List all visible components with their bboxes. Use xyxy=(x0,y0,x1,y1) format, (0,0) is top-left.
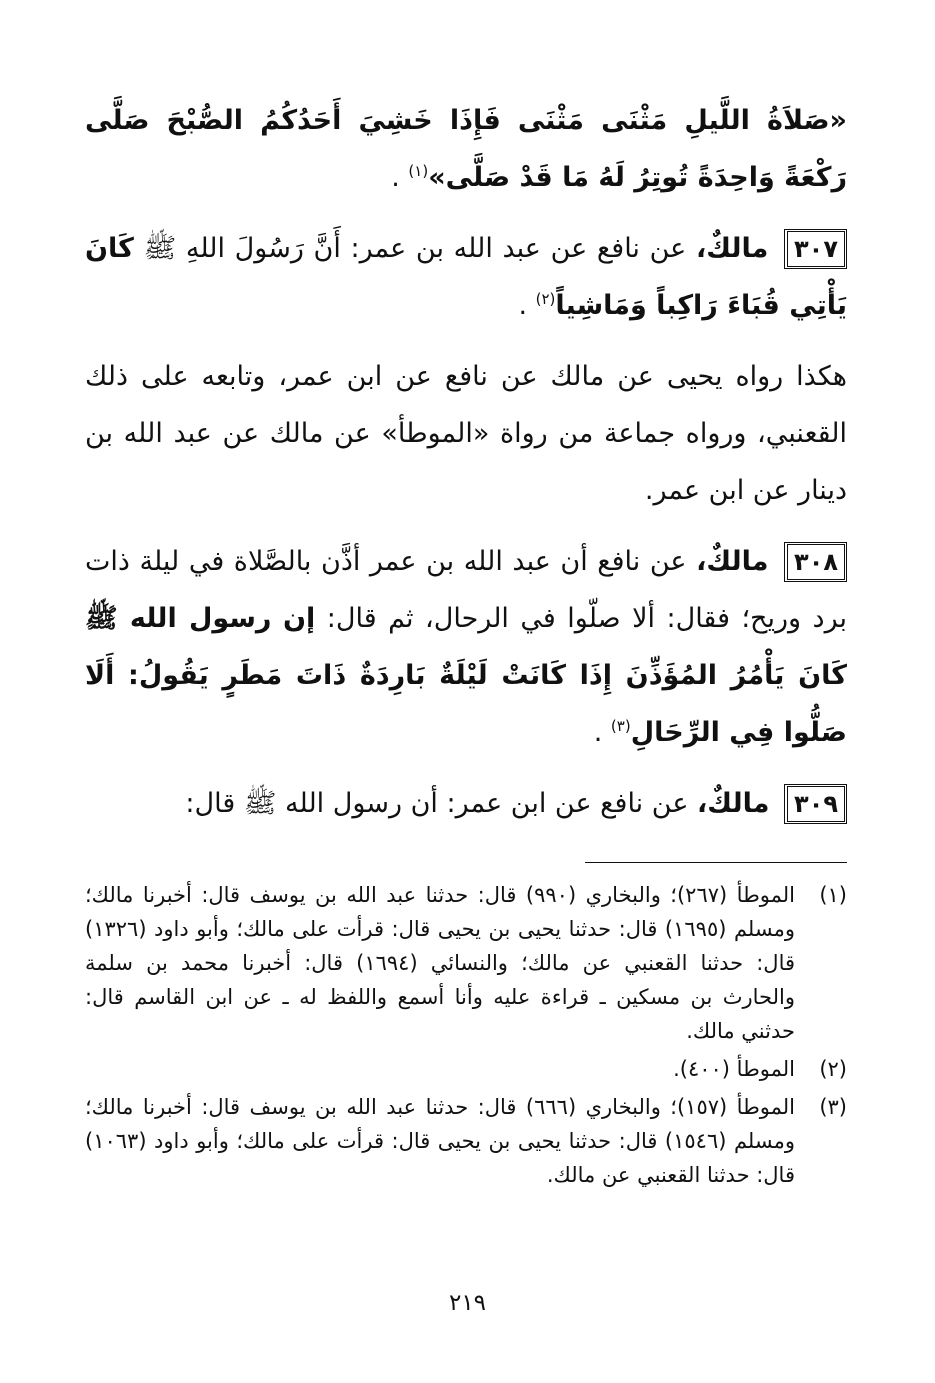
footnote-3 xyxy=(85,1090,847,1192)
hadith-308 xyxy=(85,533,847,761)
narrator-name: مالكٌ، xyxy=(695,233,769,264)
hadith-number: ٣٠٧ xyxy=(784,229,847,269)
hadith-number: ٣٠٨ xyxy=(784,542,847,582)
footnote-2 xyxy=(85,1052,847,1086)
period: . xyxy=(391,162,400,193)
footnote-1 xyxy=(85,878,847,1048)
main-text xyxy=(85,92,847,846)
hadith-307 xyxy=(85,220,847,334)
period: . xyxy=(593,717,603,748)
hadith-text: كَانَ يَأْتِي قُبَاءَ رَاكِباً وَمَاشِياً xyxy=(85,233,847,321)
isnad-text: عن نافع عن ابن عمر: أن رسول الله ﷺ قال: xyxy=(185,788,689,819)
hadith-text: كَانَ يَأْمُرُ المُؤَذِّنَ إِذَا كَانَتْ لَيْلَةٌ بَارِدَةٌ ذَاتَ مَطَرٍ يَقُولُ: أَلَا صَلُّوا فِي الرِّحَالِ xyxy=(85,660,847,748)
footnote-text: الموطأ (٤٠٠). xyxy=(673,1057,795,1081)
footnote-mark: (١) xyxy=(819,883,847,907)
commentary-paragraph: هكذا رواه يحيى عن مالك عن نافع عن ابن عمر، وتابعه على ذلك القعنبي، ورواه جماعة من رواة «الموطأ» عن مالك عن عبد الله بن دينار عن ابن عمر. xyxy=(85,361,847,506)
hadith-309 xyxy=(85,775,847,832)
footnote-text: الموطأ (١٥٧)؛ والبخاري (٦٦٦) قال: حدثنا عبد الله بن يوسف قال: أخبرنا مالك؛ ومسلم (١٥٤٦) قال: حدثنا يحيى بن يحيى قال: قرأت على مالك؛ وأبو داود (١٠٦٣) قال: حدثنا القعنبي عن مالك. xyxy=(85,1095,796,1187)
page-number: ٢١٩ xyxy=(448,1290,487,1316)
footnote-mark: (٣) xyxy=(819,1095,847,1119)
footnote-text: الموطأ (٢٦٧)؛ والبخاري (٩٩٠) قال: حدثنا عبد الله بن يوسف قال: أخبرنا مالك؛ ومسلم (١٦٩٥) قال: حدثنا يحيى بن يحيى قال: قرأت على مالك؛ وأبو داود (١٣٢٦) قال: حدثنا القعنبي عن مالك؛ والنسائي (١٦٩٤) قال: أخبرنا محمد بن سلمة والحارث بن مسكين ـ قراءة عليه وأنا أسمع واللفظ له ـ عن ابن القاسم قال: حدثني مالك. xyxy=(85,883,796,1043)
footnotes xyxy=(85,878,847,1196)
hadith-number: ٣٠٩ xyxy=(784,784,847,824)
footnote-ref: (٣) xyxy=(610,717,631,735)
footnote-ref: (١) xyxy=(408,162,429,180)
hadith-306-continuation xyxy=(85,92,847,206)
narrator-name: مالكٌ، xyxy=(696,546,769,577)
rasul-text: رسول الله ﷺ xyxy=(85,603,272,634)
footnote-ref: (٢) xyxy=(535,290,556,308)
period: . xyxy=(518,290,528,321)
hadith-text: «صَلاَةُ اللَّيلِ مَثْنَى مَثْنَى فَإِذَا خَشِيَ أَحَدُكُمُ الصُّبْحَ صَلَّى رَكْعَةً وَاحِدَةً تُوتِرُ لَهُ مَا قَدْ صَلَّى» xyxy=(85,105,847,193)
inna-word: إن xyxy=(282,603,316,634)
footnote-divider xyxy=(585,862,847,863)
isnad-text: عن نافع أن عبد الله بن عمر أذَّن بالصَّلاة في ليلة ذات برد وريح؛ فقال: ألا صلّوا في الرحال، ثم قال: xyxy=(85,546,847,634)
narrator-name: مالكٌ، xyxy=(697,788,770,819)
isnad-text: عن نافع عن عبد الله بن عمر: أَنَّ رَسُولَ اللهِ ﷺ xyxy=(143,233,687,264)
footnote-mark: (٢) xyxy=(819,1057,847,1081)
